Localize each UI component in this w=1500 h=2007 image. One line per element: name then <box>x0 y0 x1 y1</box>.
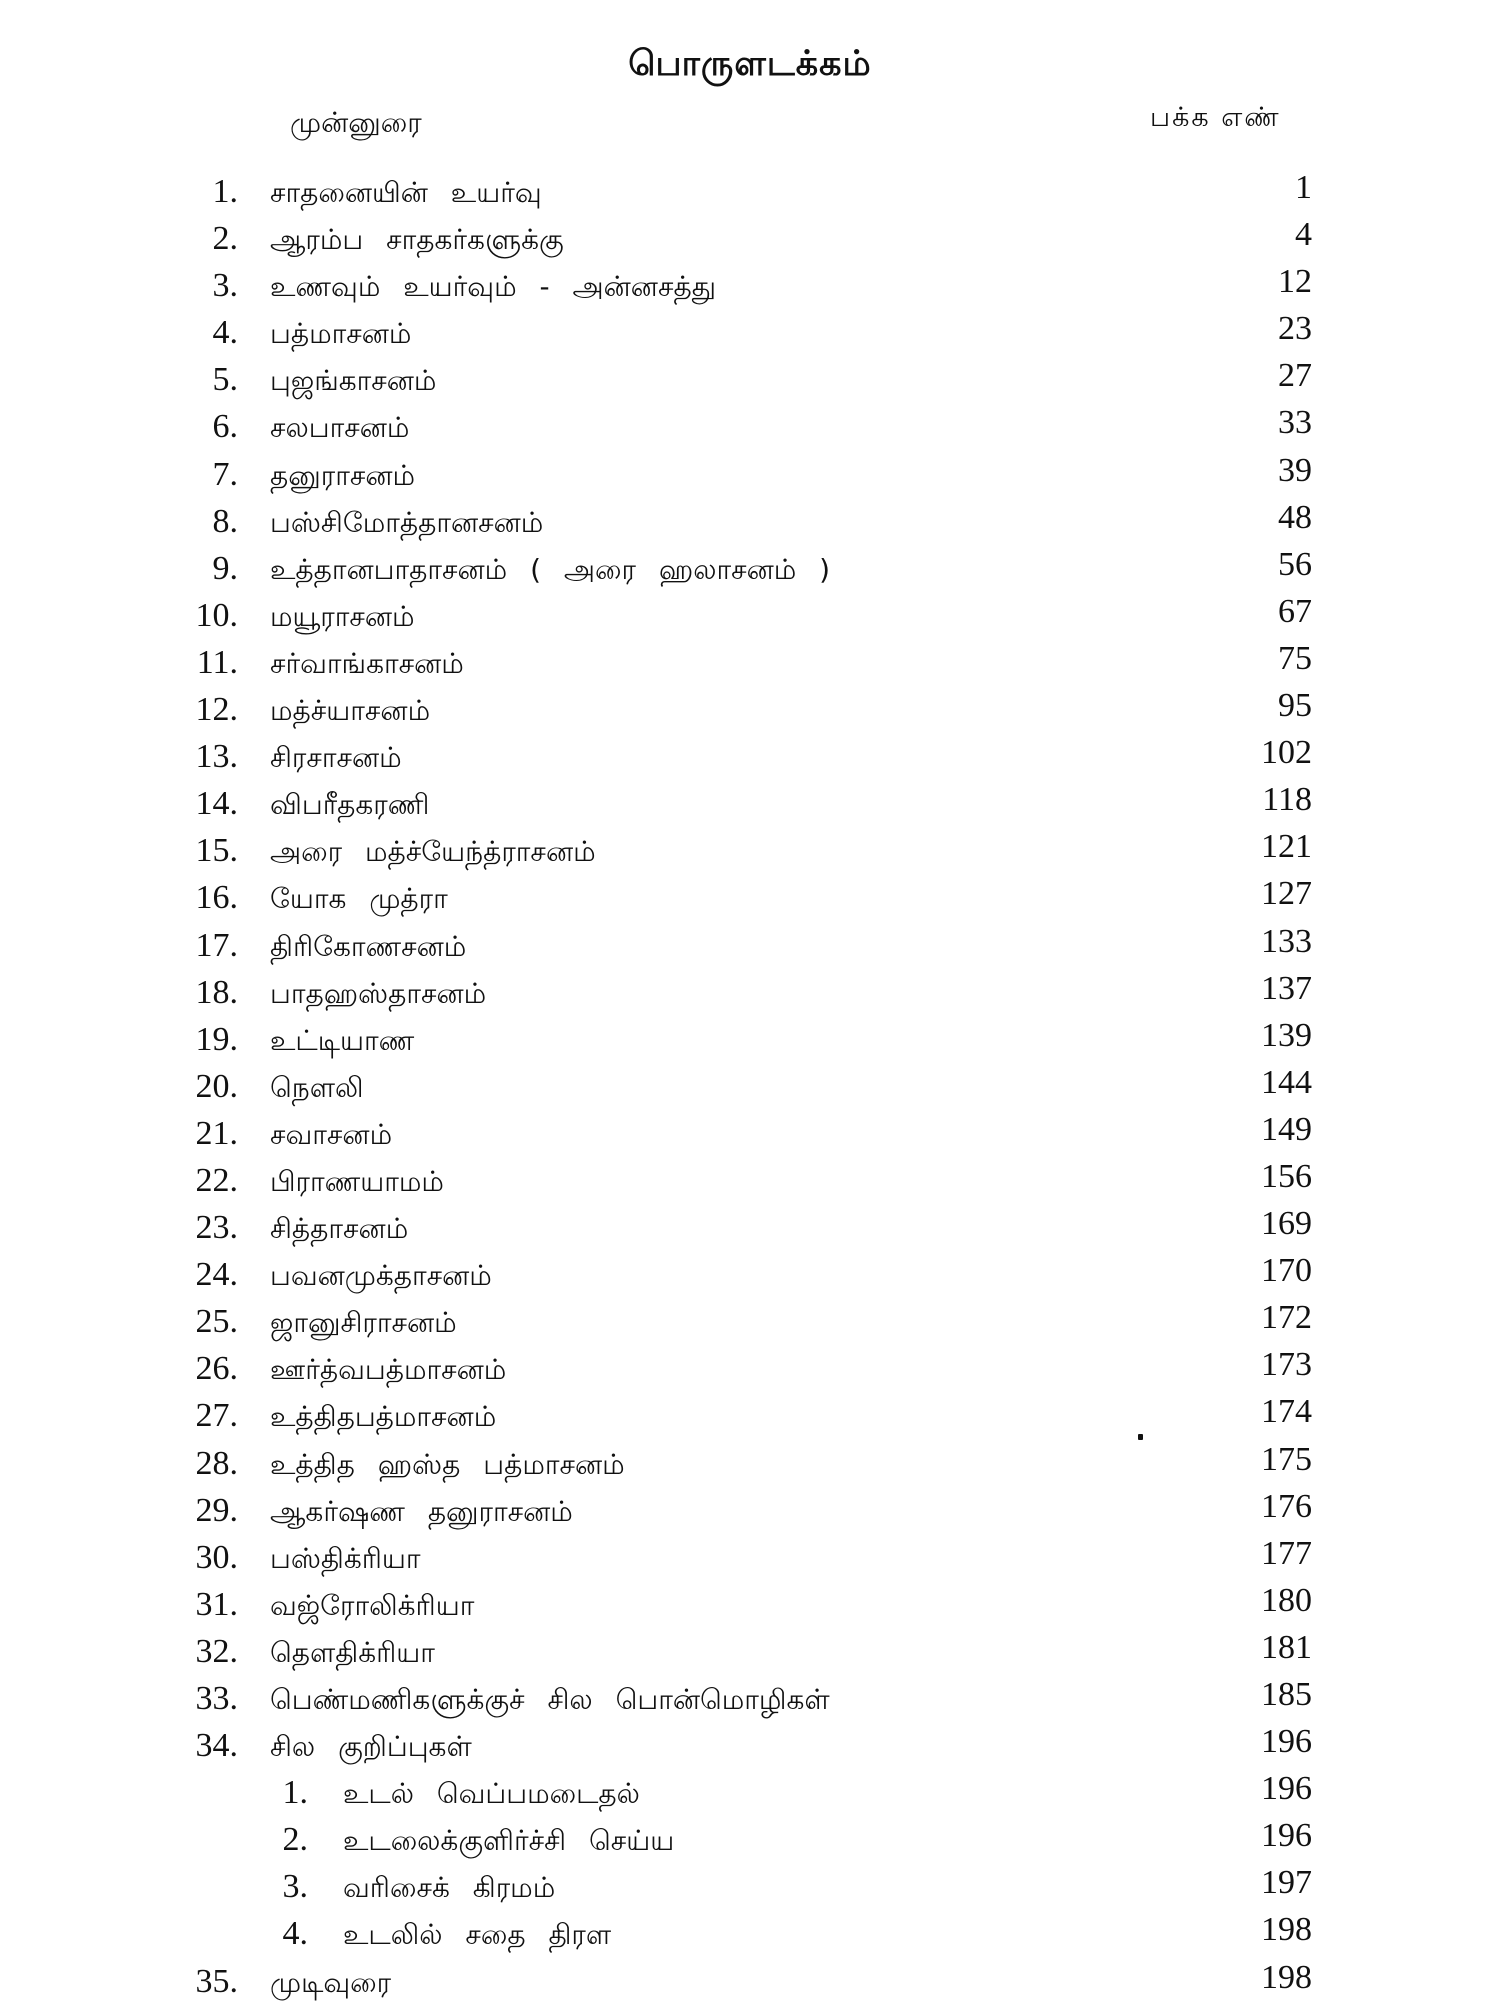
toc-entry <box>0 1628 1500 1675</box>
entry-page-number: 198 <box>1261 1958 1312 1996</box>
entry-title: சர்வாங்காசனம் <box>270 646 464 680</box>
entry-title: சவாசனம் <box>270 1117 393 1151</box>
entry-page-number: 33 <box>1278 404 1312 442</box>
entry-page-number: 185 <box>1261 1676 1312 1713</box>
entry-page-number: 198 <box>1261 1911 1312 1949</box>
entry-number: 35. <box>195 1962 238 2000</box>
entry-title: புஜங்காசனம் <box>270 364 437 398</box>
toc-entry <box>0 1345 1500 1392</box>
entry-page-number: 121 <box>1261 828 1312 866</box>
entry-title: சில குறிப்புகள் <box>270 1730 472 1764</box>
toc-entry <box>0 780 1500 827</box>
entry-page-number: 169 <box>1261 1205 1312 1243</box>
toc-entry <box>0 1251 1500 1298</box>
entry-page-number: 170 <box>1261 1252 1312 1290</box>
entry-page-number: 23 <box>1278 310 1312 348</box>
toc-entry <box>0 922 1500 969</box>
entry-number: 22. <box>195 1161 238 1199</box>
entry-number: 12. <box>195 691 238 729</box>
entry-page-number: 173 <box>1261 1346 1312 1384</box>
toc-entry <box>0 1063 1500 1110</box>
entry-page-number: 196 <box>1261 1817 1312 1855</box>
toc-entry <box>0 969 1500 1016</box>
entry-title: பத்மாசனம் <box>270 317 412 351</box>
entry-number: 34. <box>195 1727 238 1765</box>
toc-entry <box>0 262 1500 309</box>
toc-entry <box>0 1958 1500 2005</box>
entry-page-number: 56 <box>1278 545 1312 583</box>
entry-page-number: 4 <box>1295 216 1312 254</box>
entry-title: பாதஹஸ்தாசனம் <box>270 976 487 1010</box>
entry-number: 19. <box>195 1020 238 1058</box>
entry-page-number: 172 <box>1261 1299 1312 1337</box>
entry-number: 23. <box>195 1209 238 1247</box>
entry-title: ஊர்த்வபத்மாசனம் <box>270 1353 507 1387</box>
entry-title: உடலைக்குளிர்ச்சி செய்ய <box>343 1824 675 1858</box>
entry-number: 16. <box>195 879 238 917</box>
entry-number: 2. <box>282 1821 308 1859</box>
entry-title: விபரீதகரணி <box>270 788 430 822</box>
entry-page-number: 39 <box>1278 451 1312 489</box>
toc-entry <box>0 356 1500 403</box>
entry-title: உணவும் உயர்வும் - அன்னசத்து <box>270 270 716 304</box>
entry-number: 3. <box>212 267 238 305</box>
entry-page-number: 127 <box>1261 875 1312 913</box>
entry-number: 24. <box>195 1256 238 1294</box>
toc-entry <box>0 215 1500 262</box>
entry-number: 11. <box>196 643 238 681</box>
entry-number: 4. <box>282 1915 308 1953</box>
entry-page-number: 48 <box>1278 498 1312 536</box>
entry-number: 33. <box>195 1680 238 1717</box>
toc-entry <box>0 592 1500 639</box>
toc-subentry <box>0 1816 1500 1863</box>
entry-number: 17. <box>195 926 238 964</box>
entry-number: 31. <box>195 1585 238 1623</box>
entry-page-number: 137 <box>1261 969 1312 1007</box>
toc-entry <box>0 1204 1500 1251</box>
entry-number: 9. <box>212 549 238 587</box>
entry-title: தனுராசனம் <box>270 458 416 492</box>
entry-title: பிராணயாமம் <box>270 1164 444 1198</box>
toc-entry <box>0 545 1500 592</box>
entry-number: 7. <box>212 455 238 493</box>
entry-page-number: 139 <box>1261 1016 1312 1054</box>
entry-page-number: 180 <box>1261 1581 1312 1619</box>
entry-page-number: 118 <box>1262 781 1312 819</box>
entry-title: அரை மத்ச்யேந்த்ராசனம் <box>270 835 596 869</box>
print-speck <box>1138 1434 1143 1440</box>
entry-title: ஆகர்ஷண தனுராசனம் <box>270 1494 573 1528</box>
entry-page-number: 12 <box>1278 263 1312 301</box>
entry-number: 15. <box>195 832 238 870</box>
entry-number: 2. <box>212 220 238 258</box>
entry-page-number: 133 <box>1261 922 1312 960</box>
entry-number: 21. <box>195 1114 238 1152</box>
entry-title: மத்ச்யாசனம் <box>270 694 431 728</box>
entry-title: திரிகோணசனம் <box>270 929 467 963</box>
entry-page-number: 196 <box>1261 1770 1312 1808</box>
entry-title: சலபாசனம் <box>270 411 410 445</box>
toc-entry <box>0 639 1500 686</box>
entry-title: மயூராசனம் <box>270 599 415 633</box>
entry-title: பஸ்சிமோத்தானசனம் <box>270 505 544 539</box>
entry-title: பெண்மணிகளுக்குச் சில பொன்மொழிகள் <box>270 1683 830 1716</box>
entry-title: வஜ்ரோலிக்ரியா <box>270 1588 475 1622</box>
entry-number: 30. <box>195 1538 238 1576</box>
entry-number: 28. <box>195 1444 238 1482</box>
toc-entry <box>0 1157 1500 1204</box>
entry-title: சிரசாசனம் <box>270 741 402 775</box>
entry-page-number: 196 <box>1261 1723 1312 1761</box>
entry-number: 32. <box>195 1632 238 1670</box>
entry-page-number: 144 <box>1261 1063 1312 1101</box>
entry-number: 6. <box>212 408 238 446</box>
entry-number: 25. <box>195 1303 238 1341</box>
entry-page-number: 156 <box>1261 1157 1312 1195</box>
toc-entry <box>0 168 1500 215</box>
toc-entry <box>0 1675 1500 1722</box>
toc-subentry <box>0 1769 1500 1816</box>
entry-page-number: 177 <box>1261 1534 1312 1572</box>
entry-title: யோக முத்ரா <box>270 882 448 916</box>
entry-title: முடிவுரை <box>270 1965 392 1999</box>
toc-entry <box>0 498 1500 545</box>
entry-page-number: 181 <box>1261 1628 1312 1666</box>
entry-title: உத்தானபாதாசனம் ( அரை ஹலாசனம் ) <box>270 552 831 586</box>
entry-title: நௌலி <box>270 1070 364 1104</box>
entry-number: 29. <box>195 1491 238 1529</box>
entry-number: 10. <box>195 596 238 634</box>
entry-title: உத்திதபத்மாசனம் <box>270 1400 497 1434</box>
entry-number: 26. <box>195 1350 238 1388</box>
entry-title: உடலில் சதை திரள <box>343 1918 612 1952</box>
entry-title: உடல் வெப்பமடைதல் <box>343 1777 640 1811</box>
entry-page-number: 75 <box>1278 639 1312 677</box>
entry-page-number: 197 <box>1261 1864 1312 1902</box>
entry-title: ஜானுசிராசனம் <box>270 1306 457 1340</box>
entry-number: 1. <box>282 1774 308 1812</box>
table-of-contents <box>0 168 1500 2005</box>
entry-title: ஆரம்ப சாதகர்களுக்கு <box>270 223 564 257</box>
toc-entry <box>0 451 1500 498</box>
entry-page-number: 149 <box>1261 1110 1312 1148</box>
entry-number: 20. <box>195 1067 238 1105</box>
toc-entry <box>0 1392 1500 1439</box>
entry-title: சித்தாசனம் <box>270 1212 409 1246</box>
entry-title: தௌதிக்ரியா <box>270 1635 435 1669</box>
entry-page-number: 95 <box>1278 687 1312 725</box>
entry-number: 14. <box>195 785 238 823</box>
entry-number: 27. <box>195 1397 238 1435</box>
entry-title: பவனமுக்தாசனம் <box>270 1259 492 1293</box>
page-number-header: பக்க எண் <box>1150 102 1281 133</box>
toc-entry <box>0 309 1500 356</box>
toc-entry <box>0 1298 1500 1345</box>
entry-page-number: 102 <box>1261 734 1312 772</box>
entry-number: 1. <box>212 173 238 210</box>
entry-page-number: 1 <box>1295 169 1312 206</box>
entry-title: உத்தித ஹஸ்த பத்மாசனம் <box>270 1447 625 1481</box>
toc-entry <box>0 1016 1500 1063</box>
toc-subentry <box>0 1910 1500 1957</box>
toc-entry <box>0 403 1500 450</box>
entry-title: உட்டியாண <box>270 1023 415 1057</box>
page-title: பொருளடக்கம் <box>628 44 872 84</box>
entry-page-number: 174 <box>1261 1393 1312 1431</box>
entry-number: 4. <box>212 314 238 352</box>
entry-number: 3. <box>282 1868 308 1906</box>
entry-title: வரிசைக் கிரமம் <box>343 1871 556 1905</box>
entry-number: 18. <box>195 973 238 1011</box>
toc-entry <box>0 1487 1500 1534</box>
toc-entry <box>0 1581 1500 1628</box>
toc-entry <box>0 733 1500 780</box>
entry-page-number: 175 <box>1261 1440 1312 1478</box>
entry-number: 5. <box>212 361 238 399</box>
toc-entry <box>0 1110 1500 1157</box>
entry-number: 8. <box>212 502 238 540</box>
entry-page-number: 67 <box>1278 592 1312 630</box>
toc-subentry <box>0 1863 1500 1910</box>
toc-entry <box>0 827 1500 874</box>
toc-entry <box>0 686 1500 733</box>
toc-entry <box>0 1440 1500 1487</box>
toc-entry <box>0 1534 1500 1581</box>
entry-number: 13. <box>195 738 238 776</box>
entry-page-number: 176 <box>1261 1487 1312 1525</box>
entry-title: சாதனையின் உயர்வு <box>270 176 542 209</box>
preface-label: முன்னுரை <box>290 106 422 139</box>
toc-entry <box>0 1722 1500 1769</box>
entry-page-number: 27 <box>1278 357 1312 395</box>
toc-entry <box>0 874 1500 921</box>
entry-title: பஸ்திக்ரியா <box>270 1541 421 1575</box>
